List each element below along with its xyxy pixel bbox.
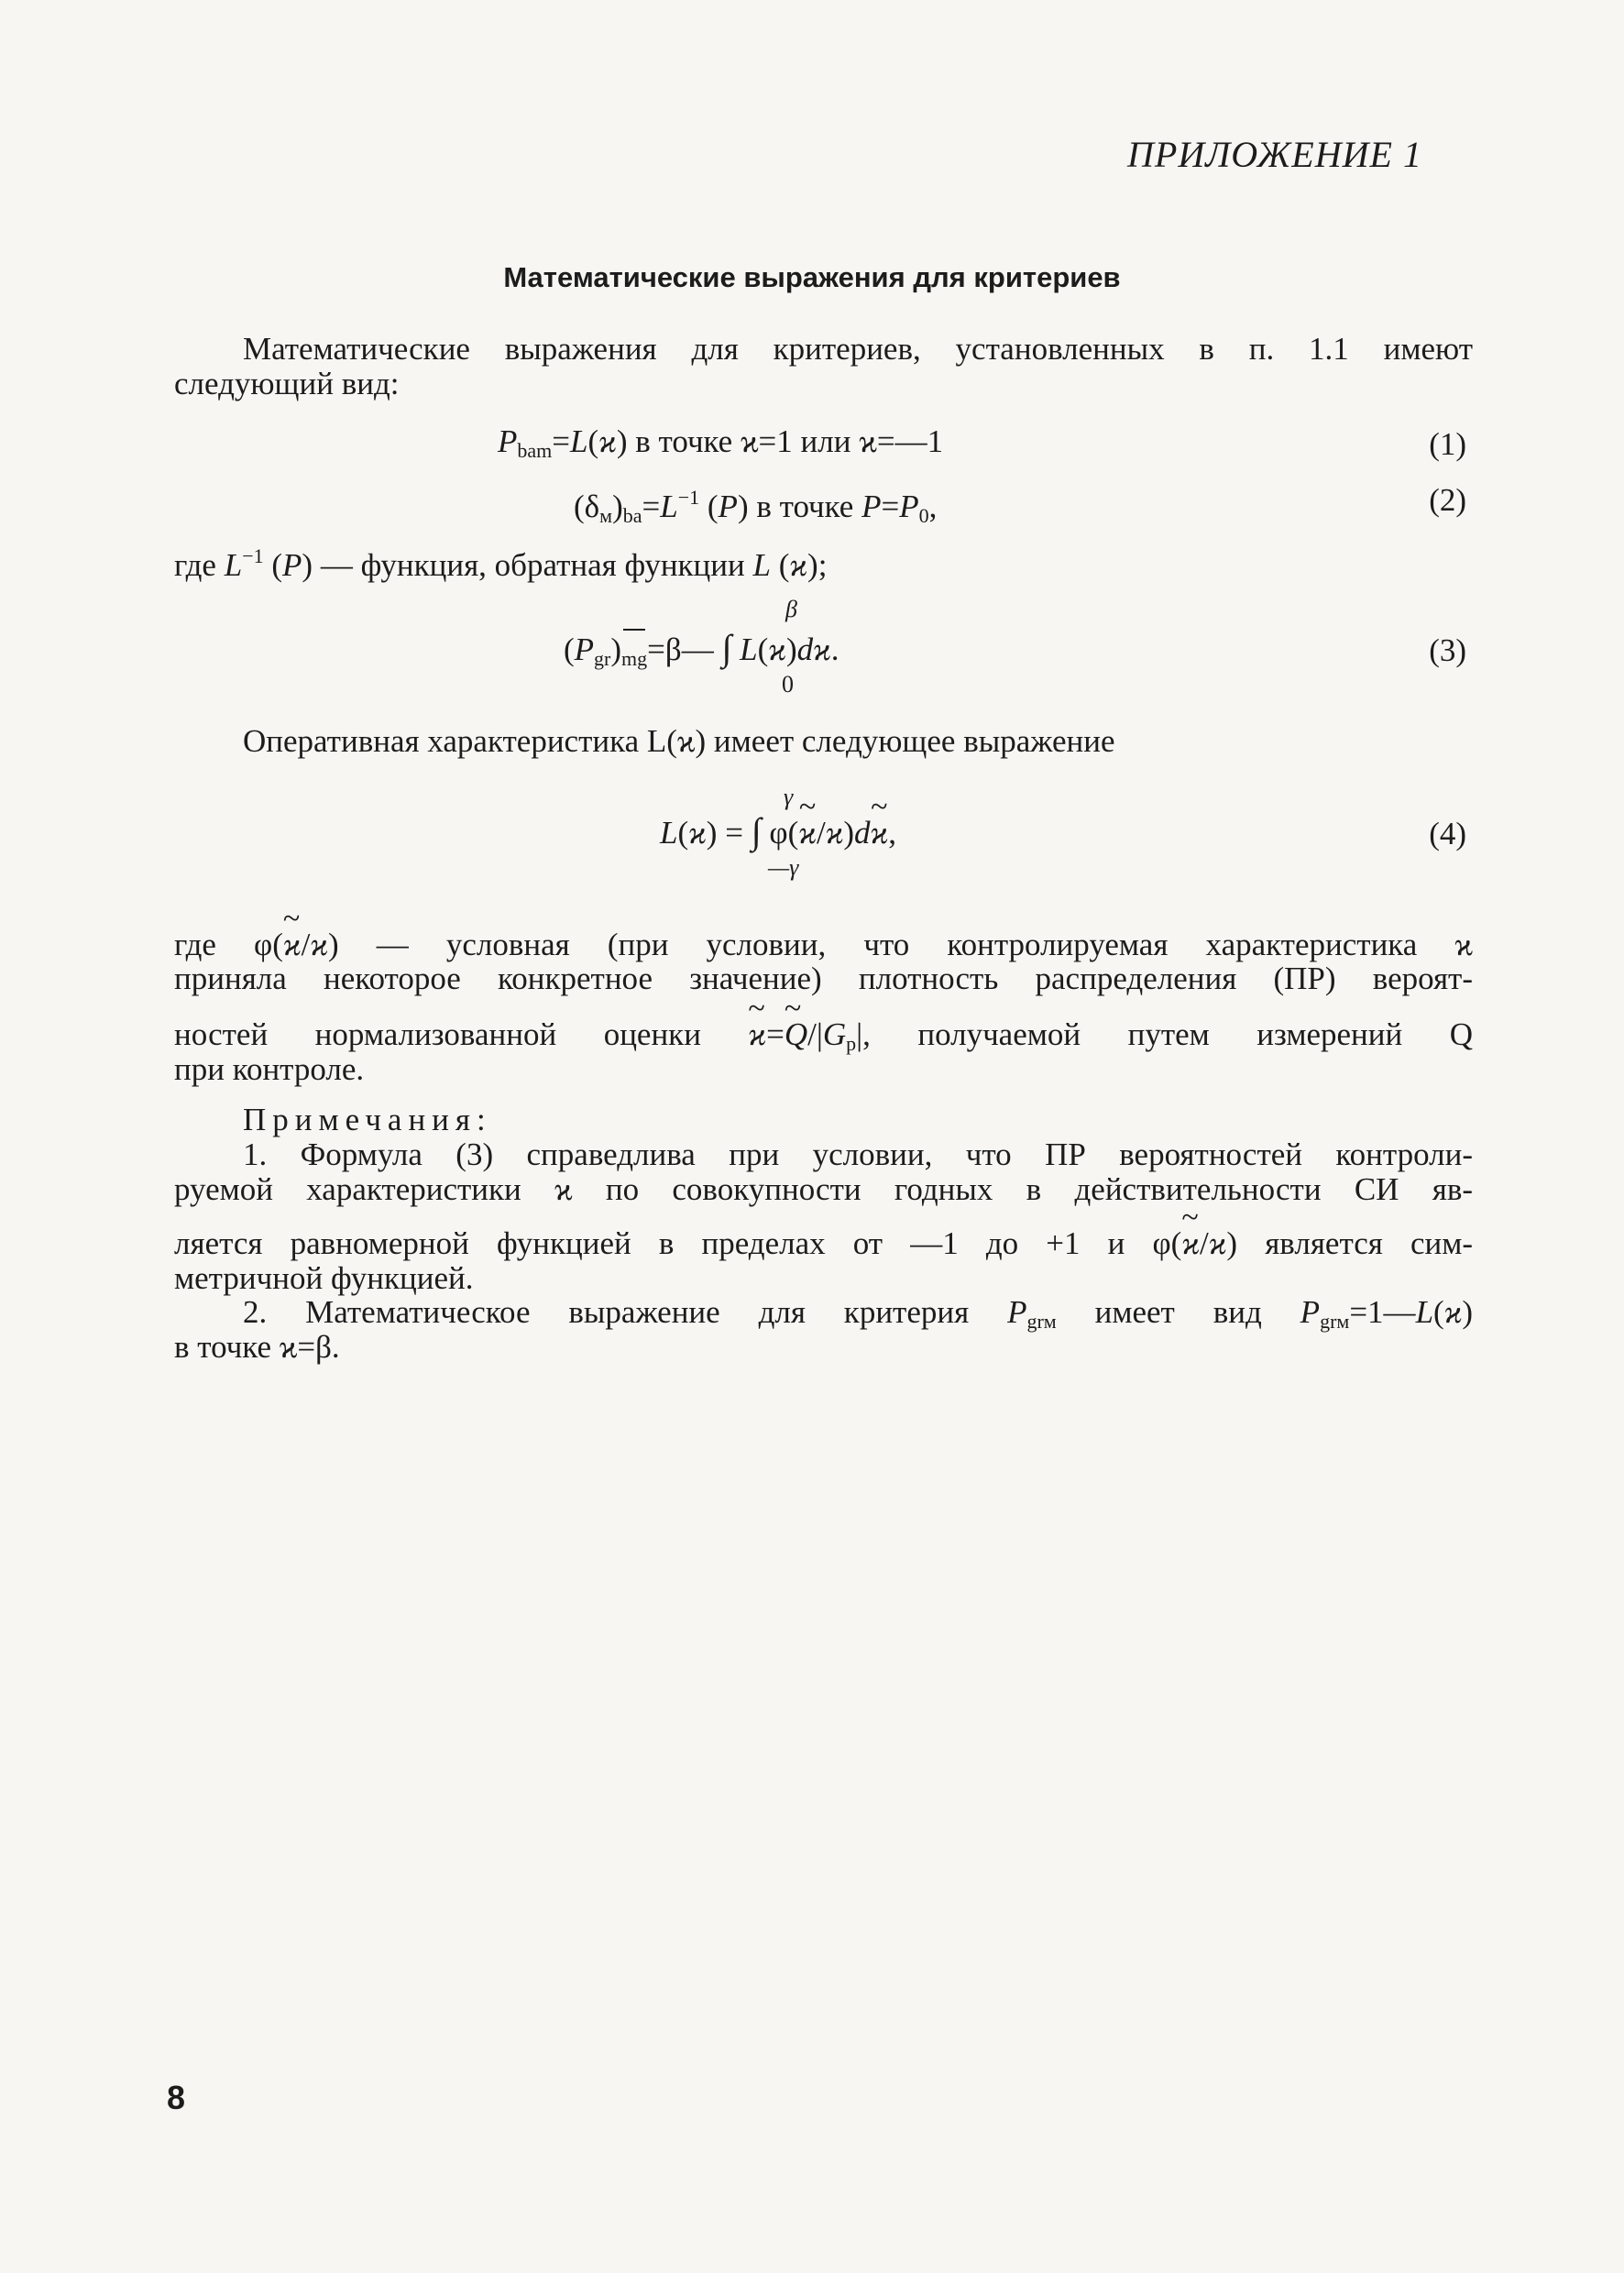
intro-line-2: следующий вид: <box>174 366 400 401</box>
note-1-line-2: руемой характеристики ϰ по совокупности годных в действительности СИ яв- <box>174 1171 1473 1207</box>
explanation-line-4: при контроле. <box>174 1051 365 1087</box>
formula-2: $(\delta_м)_{ba}=L^{-1}$ (P) в точке $P=P_0$, <box>574 486 938 527</box>
notes-heading: Примечания: <box>243 1102 492 1137</box>
intro-line-1: Математические выражения для критериев, установленных в п. 1.1 имеют <box>243 331 1473 367</box>
explanation-line-3-prefix: ностей нормализованной оценки <box>174 1016 701 1052</box>
formula-4: L(ϰ) = ∫ φ(~ ϰ/ϰ)d~ ϰ, <box>660 814 896 851</box>
explanation-where: где <box>174 927 216 962</box>
note-2-line-2: в точке ϰ=β. <box>174 1329 340 1365</box>
formula-1-condition: в точке ϰ=1 или ϰ=—1 <box>635 423 944 459</box>
explanation-line-3-suffix: , получаемой путем измерений Q <box>862 1016 1473 1052</box>
explanation-line-2: приняла некоторое конкретное значение) плотность распределения (ПР) вероят- <box>174 961 1473 996</box>
integral-4-lower: —γ <box>768 854 799 881</box>
formula-2-note: где $L^{-1}$ (P) — функция, обратная функции L (ϰ); <box>174 544 828 583</box>
integral-3-upper: β <box>785 596 797 622</box>
equation-number-4: (4) <box>1429 816 1466 851</box>
formula-1: $P_{bam}=L(ϰ)$ в точке ϰ=1 или ϰ=—1 <box>498 423 944 462</box>
section-title: Математические выражения для критериев <box>503 261 1121 293</box>
explanation-line-3: ностей нормализованной оценки ~ ϰ=~ $Q/|G_p|$, получаемой путем измерений Q <box>174 1017 1473 1061</box>
equation-number-2: (2) <box>1429 482 1466 518</box>
integral-4-upper: γ <box>784 784 794 810</box>
formula-2-condition: в точке <box>756 489 854 524</box>
note-1-line-4: метричной функцией. <box>174 1260 474 1296</box>
explanation-line-1: где φ(~ ϰ/ϰ) — условная (при условии, что контролируемая характеристика ϰ <box>174 928 1473 962</box>
explanation-line-1-text: — условная (при условии, что контролируемая характеристика ϰ <box>376 927 1474 962</box>
note-2-line-1: 2. Математическое выражение для критерия $P_{grм}$ имеет вид $P_{grм}=1—L(ϰ)$ <box>243 1294 1474 1333</box>
formula-2-note-text: — функция, обратная функции <box>320 547 745 583</box>
appendix-label: ПРИЛОЖЕНИЕ 1 <box>1127 134 1422 175</box>
note-1-line-3-suffix: является сим- <box>1265 1225 1474 1261</box>
equation-number-3: (3) <box>1429 632 1466 668</box>
operative-intro: Оперативная характеристика L(ϰ) имеет следующее выражение <box>243 723 1115 759</box>
note-1-line-3: ляется равномерной функцией в пределах от —1 до +1 и φ(~ ϰ/ϰ) является сим- <box>174 1226 1473 1261</box>
note-1-line-3-prefix: ляется равномерной функцией в пределах от —1 до +1 и <box>174 1225 1125 1261</box>
integral-3-lower: 0 <box>782 671 794 697</box>
formula-3: $(P_{gr})_{mg}=\beta—$ ∫ L(ϰ)dϰ. <box>564 631 839 676</box>
note-2-line-1-prefix: 2. Математическое выражение для критерия <box>243 1294 970 1330</box>
equation-number-1: (1) <box>1429 426 1466 462</box>
note-1-line-1: 1. Формула (3) справедлива при условии, что ПР вероятностей контроли- <box>243 1136 1473 1172</box>
page-number: 8 <box>167 2079 186 2116</box>
note-2-line-1-mid: имеет вид <box>1094 1294 1262 1330</box>
